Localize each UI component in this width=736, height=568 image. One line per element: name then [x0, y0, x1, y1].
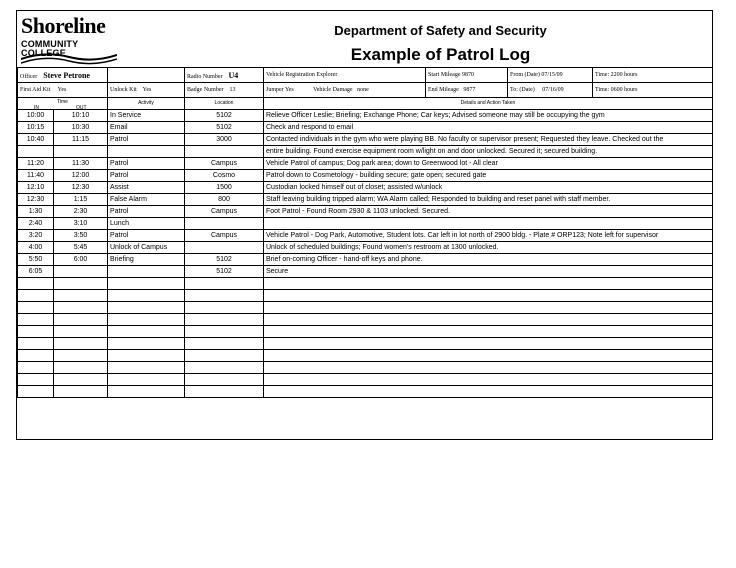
time-in-cell	[18, 338, 54, 350]
officer-label: Officer	[20, 73, 38, 80]
details-cell: Staff leaving building tripped alarm; WA Alarm called; Responded to building and reset panel with staff member.	[264, 194, 713, 206]
time-out-cell	[54, 302, 108, 314]
time-in-cell	[18, 362, 54, 374]
time-in-cell	[18, 278, 54, 290]
location-cell: 5102	[185, 110, 264, 122]
time-out-cell: 12:30	[54, 182, 108, 194]
time-out-cell	[54, 386, 108, 398]
table-row	[18, 194, 713, 206]
vehicle-label: Vehicle Registration Explorer	[266, 72, 338, 78]
to-date-label: To: (Date)	[510, 87, 535, 93]
time-out-cell	[54, 314, 108, 326]
location-cell: Campus	[185, 206, 264, 218]
details-cell: Secure	[264, 266, 713, 278]
time-in-cell	[18, 350, 54, 362]
location-cell	[185, 218, 264, 230]
location-header: Location	[185, 98, 264, 110]
time-out-cell: 3:50	[54, 230, 108, 242]
table-row	[18, 278, 713, 290]
time-from-cell	[593, 68, 713, 83]
activity-cell: Patrol	[108, 170, 185, 182]
time-in-cell	[18, 374, 54, 386]
table-row	[18, 110, 713, 122]
details-cell: Unlock of scheduled buildings; Found women's restroom at 1300 unlocked.	[264, 242, 713, 254]
location-cell	[185, 362, 264, 374]
table-row	[18, 206, 713, 218]
activity-cell	[108, 362, 185, 374]
location-cell: 800	[185, 194, 264, 206]
start-mileage-value: 9870	[462, 72, 474, 78]
time-in-cell	[18, 290, 54, 302]
details-cell	[264, 290, 713, 302]
time-in-cell: 5:50	[18, 254, 54, 266]
location-cell: 3000	[185, 134, 264, 146]
details-cell	[264, 278, 713, 290]
time-out-cell: 5:45	[54, 242, 108, 254]
activity-cell: Patrol	[108, 230, 185, 242]
time-out-cell	[54, 362, 108, 374]
details-cell: Vehicle Patrol - Dog Park, Automotive, Student lots. Car left in lot north of 2900 bldg. - Plate # ORP123; Note left for supervisor	[264, 230, 713, 242]
details-cell: Brief on-coming Officer - hand-off keys and phone.	[264, 254, 713, 266]
location-cell	[185, 338, 264, 350]
location-cell	[185, 386, 264, 398]
details-cell: Check and respond to email	[264, 122, 713, 134]
time-out-cell: 1:15	[54, 194, 108, 206]
unlock-kit-cell	[108, 83, 185, 98]
time-to-label: Time:	[595, 87, 610, 93]
details-cell	[264, 386, 713, 398]
activity-cell: Lunch	[108, 218, 185, 230]
time-out-cell	[54, 326, 108, 338]
activity-cell: False Alarm	[108, 194, 185, 206]
unlock-kit-value: Yes	[142, 87, 152, 93]
time-in-cell: 4:00	[18, 242, 54, 254]
table-row	[18, 290, 713, 302]
location-cell	[185, 326, 264, 338]
time-out-cell	[54, 278, 108, 290]
activity-cell	[108, 146, 185, 158]
time-in-cell	[18, 326, 54, 338]
first-aid-value: Yes	[57, 87, 67, 93]
from-date-label: From (Date)	[510, 72, 540, 78]
location-cell: 5102	[185, 122, 264, 134]
time-in-cell: 10:00	[18, 110, 54, 122]
activity-cell: Patrol	[108, 206, 185, 218]
logo-wordmark: Shoreline	[21, 13, 106, 38]
table-row	[18, 134, 713, 146]
vehicle-cell	[264, 68, 426, 83]
jumper-label: Jumper	[266, 87, 284, 93]
time-in-cell	[18, 386, 54, 398]
location-cell: Cosmo	[185, 170, 264, 182]
table-row	[18, 158, 713, 170]
header-row-2	[18, 83, 713, 98]
table-row	[18, 218, 713, 230]
end-mileage-label: End Mileage	[428, 87, 459, 93]
vehicle-damage-label: Vehicle Damage	[313, 87, 353, 93]
from-date-cell	[508, 68, 593, 83]
badge-label: Badge Number	[187, 87, 224, 93]
table-row	[18, 254, 713, 266]
time-in-cell	[18, 146, 54, 158]
activity-cell	[108, 302, 185, 314]
time-in-cell	[18, 302, 54, 314]
time-in-cell: 11:40	[18, 170, 54, 182]
details-header: Details and Action Taken	[264, 98, 713, 110]
time-in-cell: 6:05	[18, 266, 54, 278]
details-cell: Contacted individuals in the gym who were playing BB. No faculty or supervisor present; Requested they leave. Checked out the	[264, 134, 713, 146]
time-to-value: 0600 hours	[610, 87, 638, 93]
page-title: Example of Patrol Log	[350, 45, 531, 64]
location-cell: 1500	[185, 182, 264, 194]
location-cell: 5102	[185, 266, 264, 278]
table-row	[18, 170, 713, 182]
location-cell	[185, 350, 264, 362]
location-cell: Campus	[185, 158, 264, 170]
table-row	[18, 386, 713, 398]
time-in-cell: 10:15	[18, 122, 54, 134]
time-out-cell	[54, 146, 108, 158]
time-in-cell: 12:10	[18, 182, 54, 194]
time-out-cell: 10:10	[54, 110, 108, 122]
patrol-log-table	[17, 97, 713, 398]
activity-cell	[108, 338, 185, 350]
table-row	[18, 338, 713, 350]
activity-cell: Patrol	[108, 134, 185, 146]
details-cell	[264, 302, 713, 314]
time-out-cell: 3:10	[54, 218, 108, 230]
activity-cell	[108, 326, 185, 338]
to-date-cell	[508, 83, 593, 98]
time-to-cell	[593, 83, 713, 98]
table-row	[18, 326, 713, 338]
details-cell	[264, 374, 713, 386]
details-cell	[264, 362, 713, 374]
details-cell: Relieve Officer Leslie; Briefing; Exchange Phone; Car keys; Advised someone may still be occupying the gym	[264, 110, 713, 122]
location-cell	[185, 278, 264, 290]
time-out-cell	[54, 290, 108, 302]
first-aid-label: First Aid Kit	[20, 87, 51, 93]
table-row	[18, 242, 713, 254]
activity-cell	[108, 386, 185, 398]
details-cell: Foot Patrol - Found Room 2930 & 1103 unlocked. Secured.	[264, 206, 713, 218]
time-header	[18, 98, 108, 110]
location-cell	[185, 146, 264, 158]
from-date-value: 07/15/09	[541, 72, 563, 78]
table-row	[18, 302, 713, 314]
table-row	[18, 362, 713, 374]
first-aid-cell	[18, 83, 108, 98]
table-row	[18, 374, 713, 386]
details-cell	[264, 350, 713, 362]
officer-info-table	[17, 67, 713, 98]
time-out-cell	[54, 266, 108, 278]
time-out-cell: 11:30	[54, 158, 108, 170]
column-header-row	[18, 98, 713, 110]
table-row	[18, 266, 713, 278]
time-out-cell	[54, 350, 108, 362]
activity-cell: Briefing	[108, 254, 185, 266]
table-row	[18, 122, 713, 134]
location-cell	[185, 242, 264, 254]
table-row	[18, 182, 713, 194]
details-cell	[264, 326, 713, 338]
activity-cell: Assist	[108, 182, 185, 194]
table-row	[18, 314, 713, 326]
activity-cell	[108, 374, 185, 386]
activity-cell	[108, 290, 185, 302]
activity-header: Activity	[108, 98, 185, 110]
officer-value: Steve Petrone	[43, 70, 90, 80]
time-in-cell: 11:20	[18, 158, 54, 170]
out-header-label: OUT	[76, 105, 87, 110]
to-date-value: 07/16/09	[542, 87, 564, 93]
activity-cell: Patrol	[108, 158, 185, 170]
time-header-label: Time	[57, 99, 68, 105]
details-cell: Patrol down to Cosmetology - building secure; gate open; secured gate	[264, 170, 713, 182]
time-out-cell: 11:15	[54, 134, 108, 146]
details-cell	[264, 338, 713, 350]
vehicle-damage-value: none	[357, 87, 369, 93]
time-in-cell: 10:40	[18, 134, 54, 146]
activity-cell	[108, 350, 185, 362]
details-cell	[264, 218, 713, 230]
time-out-cell	[54, 374, 108, 386]
radio-value: U4	[228, 70, 239, 80]
time-in-cell: 12:30	[18, 194, 54, 206]
patrol-log-sheet	[16, 10, 713, 440]
time-out-cell	[54, 338, 108, 350]
activity-cell: Unlock of Campus	[108, 242, 185, 254]
badge-cell	[185, 83, 264, 98]
table-row	[18, 146, 713, 158]
time-from-value: 2200 hours	[610, 72, 638, 78]
location-cell: Campus	[185, 230, 264, 242]
radio-label: Radio Number	[187, 73, 223, 80]
jumper-value: Yes	[284, 87, 294, 93]
header-row-1	[18, 68, 713, 83]
activity-cell	[108, 266, 185, 278]
time-out-cell: 6:00	[54, 254, 108, 266]
details-cell: Custodian locked himself out of closet; assisted w/unlock	[264, 182, 713, 194]
activity-cell	[108, 278, 185, 290]
location-cell	[185, 290, 264, 302]
activity-cell: Email	[108, 122, 185, 134]
time-from-label: Time:	[595, 72, 610, 78]
location-cell: 5102	[185, 254, 264, 266]
time-out-cell: 2:30	[54, 206, 108, 218]
location-cell	[185, 302, 264, 314]
table-row	[18, 230, 713, 242]
end-mileage-value: 9877	[463, 87, 476, 93]
time-in-cell: 2:40	[18, 218, 54, 230]
jumper-damage-cell	[264, 83, 426, 98]
officer-cell	[18, 68, 108, 83]
department-name: Department of Safety and Security	[334, 23, 547, 38]
details-cell	[264, 314, 713, 326]
activity-cell	[108, 314, 185, 326]
activity-cell: In Service	[108, 110, 185, 122]
time-in-cell: 1:30	[18, 206, 54, 218]
start-mileage-cell	[426, 68, 508, 83]
end-mileage-cell	[426, 83, 508, 98]
time-out-cell: 10:30	[54, 122, 108, 134]
in-header-label: IN	[34, 105, 39, 110]
details-cell: entire building. Found exercise equipment room w/light on and door unlocked. Secured it; secured building.	[264, 146, 713, 158]
details-cell: Vehicle Patrol of campus; Dog park area; down to Greenwood lot - All clear	[264, 158, 713, 170]
time-in-cell: 3:20	[18, 230, 54, 242]
officer-cell-2	[108, 68, 185, 83]
time-in-cell	[18, 314, 54, 326]
radio-cell	[185, 68, 264, 83]
location-cell	[185, 314, 264, 326]
time-out-cell: 12:00	[54, 170, 108, 182]
badge-value: 13	[229, 87, 236, 93]
table-row	[18, 350, 713, 362]
logo-subtitle: COMMUNITY COLLEGE	[21, 39, 79, 58]
start-mileage-label: Start Mileage	[428, 72, 461, 78]
unlock-kit-label: Unlock Kit	[110, 87, 137, 93]
location-cell	[185, 374, 264, 386]
